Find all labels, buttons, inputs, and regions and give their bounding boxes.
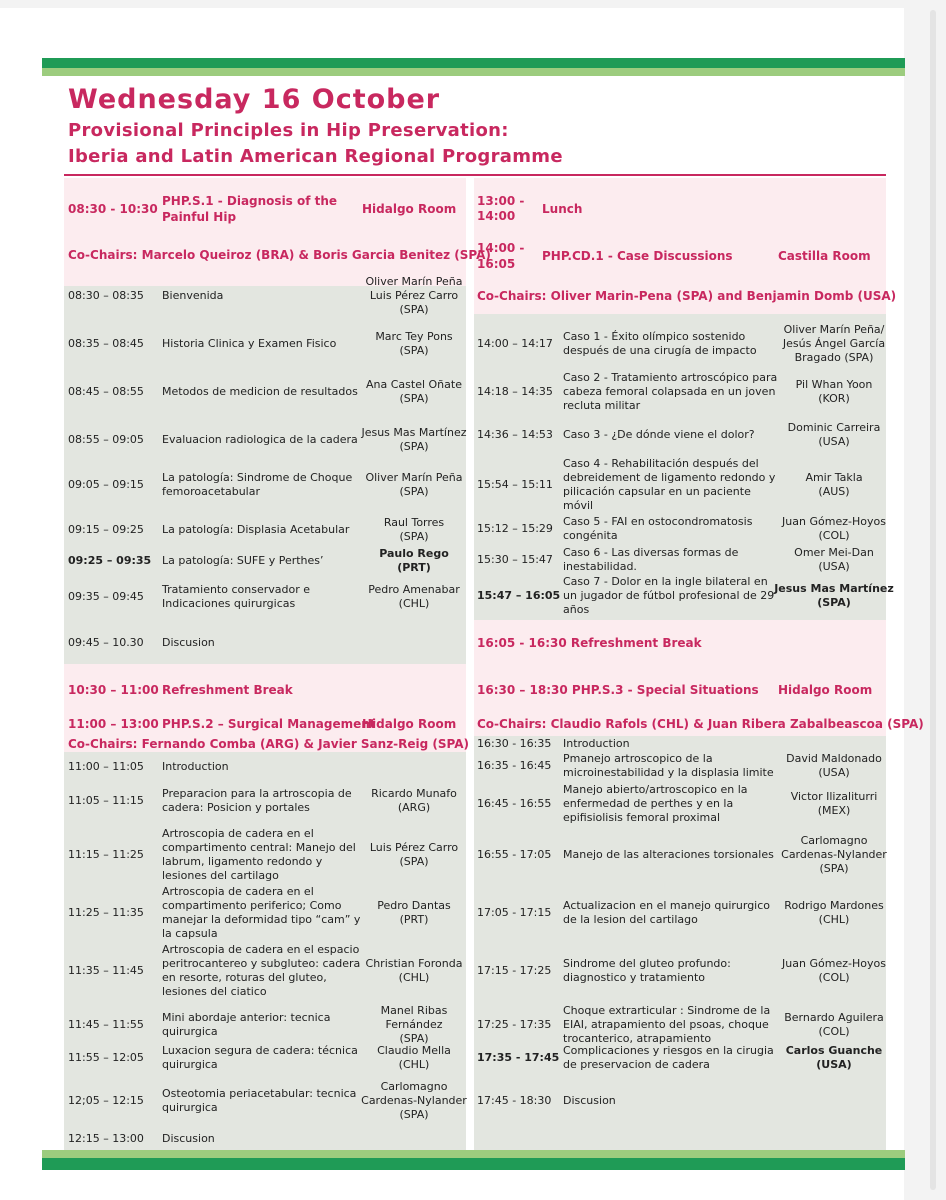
speaker-line: Carlos Guanche	[785, 1044, 883, 1057]
session-title-line: peritrocantereo y subgluteo: cadera	[162, 957, 361, 970]
s2-time: 11:00 – 13:00	[68, 717, 159, 731]
speaker-line: (SPA)	[819, 862, 849, 875]
session-title-line: trocanterico, atrapamiento	[563, 1032, 712, 1045]
speaker-line: (SPA)	[399, 530, 429, 543]
session-time: 11:55 – 12:05	[68, 1051, 144, 1064]
session-title-line: Artroscopia de cadera en el	[162, 885, 314, 898]
session-title-line: compartimento central: Manejo del	[162, 841, 356, 854]
speaker-line: Pil Whan Yoon	[795, 378, 873, 391]
speaker-line: Marc Tey Pons	[375, 330, 453, 343]
s2-room: Hidalgo Room	[362, 717, 457, 731]
session-title-line: EIAI, atrapamiento del psoas, choque	[563, 1018, 769, 1031]
session-title-line: Discusion	[162, 1132, 215, 1145]
speaker-line: Carlomagno	[380, 1080, 448, 1093]
session-time: 15:12 – 15:29	[477, 522, 553, 535]
session-title-line: debreidement de ligamento redondo y	[563, 471, 776, 484]
session-time: 17:45 - 18:30	[477, 1094, 552, 1107]
speaker-line: David Maldonado	[786, 752, 882, 765]
speaker-line: (USA)	[818, 560, 850, 573]
session-title-line: Mini abordaje anterior: tecnica	[162, 1011, 331, 1024]
session-time: 11:15 – 11:25	[68, 848, 144, 861]
speaker-line: (SPA)	[399, 344, 429, 357]
session-title-line: recluta militar	[563, 399, 641, 412]
cd1-room: Castilla Room	[778, 249, 871, 263]
session-time: 11:45 – 11:55	[68, 1018, 144, 1031]
session-title-line: Caso 4 - Rehabilitación después del	[563, 457, 759, 470]
session-title-line: manejar la deformidad tipo “cam” y	[162, 913, 361, 926]
s2-code: PHP.S.2 – Surgical Management	[162, 717, 376, 731]
session-title-line: Pmanejo artroscopico de la	[563, 752, 713, 765]
session-title-line: Actualizacion en el manejo quirurgico	[563, 899, 771, 912]
cd1-time-2: 16:05	[477, 257, 516, 271]
session-time: 12;05 – 12:15	[68, 1094, 144, 1107]
speaker-line: (SPA)	[399, 485, 429, 498]
speaker-line: Rodrigo Mardones	[784, 899, 884, 912]
speaker-line: Cardenas-Nylander	[361, 1094, 467, 1107]
session-title-line: Introduction	[563, 737, 630, 750]
session-title-line: enfermedad de perthes y en la	[563, 797, 734, 810]
speaker-line: (USA)	[816, 1058, 852, 1071]
session-time: 09:35 – 09:45	[68, 590, 144, 603]
session-title-line: inestabilidad.	[563, 560, 637, 573]
s1-code: PHP.S.1 - Diagnosis of the	[162, 194, 338, 208]
session-title-line: Caso 7 - Dolor en la ingle bilateral en	[563, 575, 768, 588]
day-title: Wednesday 16 October	[68, 84, 441, 115]
session-time: 17:05 - 17:15	[477, 906, 552, 919]
speaker-line: Amir Takla	[805, 471, 863, 484]
session-time: 16:35 - 16:45	[477, 759, 552, 772]
session-title-line: La patología: SUFE y Perthes’	[162, 554, 324, 567]
session-title-line: Choque extrarticular : Sindrome de la	[563, 1004, 771, 1017]
session-title-line: después de una cirugía de impacto	[563, 344, 757, 357]
session-title-line: Discusion	[162, 636, 215, 649]
title-rule	[64, 174, 886, 176]
session-time: 08:45 – 08:55	[68, 385, 144, 398]
session-time: 16:55 - 17:05	[477, 848, 552, 861]
session-time: 15:30 – 15:47	[477, 553, 553, 566]
s1-room: Hidalgo Room	[362, 202, 457, 216]
session-title-line: compartimento periferico; Como	[162, 899, 342, 912]
session-title-line: Bienvenida	[162, 289, 224, 302]
s3-room: Hidalgo Room	[778, 683, 873, 697]
speaker-line: (SPA)	[399, 440, 429, 453]
session-title-line: en resorte, roturas del gluteo,	[162, 971, 327, 984]
speaker-line: Paulo Rego	[379, 547, 449, 560]
session-title-line: La patología: Sindrome de Choque	[162, 471, 353, 484]
speaker-line: (CHL)	[818, 913, 850, 926]
speaker-line: (PRT)	[397, 561, 431, 574]
session-title-line: Sindrome del gluteo profundo:	[563, 957, 731, 970]
scrollbar[interactable]	[930, 10, 936, 1190]
session-title-line: Artroscopia de cadera en el espacio	[162, 943, 360, 956]
session-title-line: Manejo abierto/artroscopico en la	[563, 783, 748, 796]
speaker-line: (USA)	[818, 435, 850, 448]
session-title-line: labrum, ligamento redondo y	[162, 855, 323, 868]
session-title-line: Artroscopia de cadera en el	[162, 827, 314, 840]
session-title-line: lesiones del cartilago	[162, 869, 279, 882]
speaker-line: Juan Gómez-Hoyos	[782, 515, 886, 528]
s2-chairs: Co-Chairs: Fernando Comba (ARG) & Javier Sanz-Reig (SPA)	[68, 737, 470, 751]
cd1-chairs: Co-Chairs: Oliver Marin-Pena (SPA) and Benjamin Domb (USA)	[477, 289, 897, 303]
bottom-green-band	[42, 1158, 905, 1170]
speaker-line: Jesús Ángel García	[782, 337, 886, 350]
session-title-line: microinestabilidad y la displasia limite	[563, 766, 774, 779]
s1-chairs: Co-Chairs: Marcelo Queiroz (BRA) & Boris Garcia Benitez (SPA)	[68, 248, 491, 262]
session-title-line: femoroacetabular	[162, 485, 260, 498]
speaker-line: Omer Mei-Dan	[794, 546, 874, 559]
speaker-line: (USA)	[818, 766, 850, 779]
break2-label: 16:05 - 16:30 Refreshment Break	[477, 636, 702, 650]
session-title-line: Discusion	[563, 1094, 616, 1107]
session-title-line: la capsula	[162, 927, 218, 940]
session-time: 17:15 - 17:25	[477, 964, 552, 977]
session-time: 14:00 – 14:17	[477, 337, 553, 350]
session-time: 17:35 - 17:45	[477, 1051, 560, 1064]
speaker-line: (SPA)	[817, 596, 851, 609]
session-time: 15:47 – 16:05	[477, 589, 561, 602]
speaker-line: Claudio Mella	[377, 1044, 451, 1057]
session-title-line: quirurgica	[162, 1058, 218, 1071]
session-time: 16:45 - 16:55	[477, 797, 552, 810]
session-title-line: Caso 5 - FAI en ostocondromatosis	[563, 515, 753, 528]
break1-label: Refreshment Break	[162, 683, 293, 697]
session-time: 09:05 – 09:15	[68, 478, 144, 491]
speaker-line: Bragado (SPA)	[794, 351, 874, 364]
session-title-line: Preparacion para la artroscopia de	[162, 787, 352, 800]
speaker-line: Christian Foronda	[365, 957, 463, 970]
speaker-line: (SPA)	[399, 855, 429, 868]
lunch-time-2: 14:00	[477, 209, 516, 223]
speaker-line: (COL)	[818, 971, 850, 984]
speaker-line: (SPA)	[399, 392, 429, 405]
speaker-line: Pedro Amenabar	[368, 583, 460, 596]
session-time: 15:54 – 15:11	[477, 478, 553, 491]
speaker-line: (AUS)	[818, 485, 850, 498]
session-time: 11:35 – 11:45	[68, 964, 144, 977]
speaker-line: Raul Torres	[383, 516, 445, 529]
speaker-line: (PRT)	[399, 913, 429, 926]
session-title-line: móvil	[563, 499, 594, 512]
speaker-line: (CHL)	[398, 971, 430, 984]
s1-time: 08:30 - 10:30	[68, 202, 158, 216]
session-time: 09:25 – 09:35	[68, 554, 152, 567]
speaker-line: Jesus Mas Martínez	[361, 426, 467, 439]
session-time: 14:18 – 14:35	[477, 385, 553, 398]
session-time: 17:25 - 17:35	[477, 1018, 552, 1031]
speaker-line: Oliver Marín Peña	[365, 275, 463, 288]
session-title-line: Osteotomia periacetabular: tecnica	[162, 1087, 357, 1100]
top-green-band	[42, 58, 905, 68]
speaker-line: Manel Ribas	[380, 1004, 448, 1017]
session-time: 09:45 – 10.30	[68, 636, 144, 649]
speaker-line: (COL)	[818, 529, 850, 542]
speaker-line: (SPA)	[399, 1032, 429, 1045]
session-title-line: Luxacion segura de cadera: técnica	[162, 1044, 358, 1057]
speaker-line: Ricardo Munafo	[371, 787, 457, 800]
lunch-time-1: 13:00 -	[477, 194, 525, 208]
session-title-line: Introduction	[162, 760, 229, 773]
speaker-line: Bernardo Aguilera	[784, 1011, 884, 1024]
session-time: 14:36 – 14:53	[477, 428, 553, 441]
break1-time: 10:30 – 11:00	[68, 683, 159, 697]
speaker-line: (COL)	[818, 1025, 850, 1038]
session-time: 09:15 – 09:25	[68, 523, 144, 536]
speaker-line: Oliver Marín Peña/	[783, 323, 885, 336]
session-time: 08:35 – 08:45	[68, 337, 144, 350]
session-title-line: un jugador de fútbol profesional de 29	[563, 589, 775, 602]
speaker-line: (CHL)	[398, 597, 430, 610]
speaker-line: Luis Pérez Carro	[369, 289, 459, 302]
session-title-line: Historia Clinica y Examen Fisico	[162, 337, 337, 350]
cd1-time-1: 14:00 -	[477, 241, 525, 255]
session-title-line: años	[563, 603, 590, 616]
session-time: 08:55 – 09:05	[68, 433, 144, 446]
s3-label: 16:30 – 18:30 PHP.S.3 - Special Situations	[477, 683, 759, 697]
session-title-line: quirurgica	[162, 1101, 218, 1114]
session-time: 12:15 – 13:00	[68, 1132, 144, 1145]
subtitle-line-1: Provisional Principles in Hip Preservation:	[68, 120, 509, 141]
speaker-line: Carlomagno	[800, 834, 868, 847]
session-title-line: congénita	[563, 529, 618, 542]
speaker-line: (KOR)	[818, 392, 850, 405]
bottom-light-band	[42, 1150, 905, 1158]
speaker-line: (ARG)	[397, 801, 431, 814]
session-title-line: cabeza femoral colapsada en un joven	[563, 385, 776, 398]
speaker-line: (CHL)	[398, 1058, 430, 1071]
session-title-line: de la lesion del cartilago	[563, 913, 698, 926]
session-title-line: diagnostico y tratamiento	[563, 971, 706, 984]
speaker-line: (SPA)	[399, 303, 429, 316]
speaker-line: Luis Pérez Carro	[369, 841, 459, 854]
session-title-line: Metodos de medicion de resultados	[162, 385, 358, 398]
session-time: 11:00 – 11:05	[68, 760, 144, 773]
session-time: 11:25 – 11:35	[68, 906, 144, 919]
session-title-line: Complicaciones y riesgos en la cirugia	[563, 1044, 774, 1057]
s3-chairs: Co-Chairs: Claudio Rafols (CHL) & Juan Ribera Zabalbeascoa (SPA)	[477, 717, 924, 731]
session-title-line: La patología: Displasia Acetabular	[162, 523, 350, 536]
speaker-line: Dominic Carreira	[787, 421, 881, 434]
top-light-band	[42, 68, 905, 76]
speaker-line: (SPA)	[399, 1108, 429, 1121]
subtitle-line-2: Iberia and Latin American Regional Programme	[68, 146, 563, 167]
session-title-line: Tratamiento conservador e	[162, 583, 310, 596]
session-title-line: Caso 2 - Tratamiento artroscópico para	[563, 371, 778, 384]
session-title-line: Caso 6 - Las diversas formas de	[563, 546, 739, 559]
speaker-line: (MEX)	[817, 804, 851, 817]
s1-code-line2: Painful Hip	[162, 210, 237, 224]
session-title-line: de preservacion de cadera	[563, 1058, 710, 1071]
session-title-line: epifisiolisis femoral proximal	[563, 811, 721, 824]
session-title-line: Caso 3 - ¿De dónde viene el dolor?	[563, 428, 755, 441]
speaker-line: Cardenas-Nylander	[781, 848, 887, 861]
speaker-line: Jesus Mas Martínez	[774, 582, 894, 595]
speaker-line: Pedro Dantas	[377, 899, 451, 912]
speaker-line: Juan Gómez-Hoyos	[782, 957, 886, 970]
speaker-line: Fernández	[385, 1018, 443, 1031]
session-time: 08:30 – 08:35	[68, 289, 144, 302]
session-title-line: Evaluacion radiologica de la cadera	[162, 433, 358, 446]
session-time: 11:05 – 11:15	[68, 794, 144, 807]
session-title-line: Indicaciones quirurgicas	[162, 597, 296, 610]
lunch-label: Lunch	[542, 202, 583, 216]
cd1-code: PHP.CD.1 - Case Discussions	[542, 249, 733, 263]
session-title-line: Caso 1 - Éxito olímpico sostenido	[563, 330, 746, 343]
session-title-line: Manejo de las alteraciones torsionales	[563, 848, 774, 861]
session-title-line: cadera: Posicion y portales	[162, 801, 310, 814]
session-title-line: quirurgica	[162, 1025, 218, 1038]
session-time: 16:30 - 16:35	[477, 737, 552, 750]
session-title-line: lesiones del ciatico	[162, 985, 267, 998]
speaker-line: Oliver Marín Peña	[365, 471, 463, 484]
session-title-line: pilicación capsular en un paciente	[563, 485, 751, 498]
speaker-line: Ana Castel Oñate	[366, 378, 462, 391]
speaker-line: Victor Ilizaliturri	[790, 790, 878, 803]
